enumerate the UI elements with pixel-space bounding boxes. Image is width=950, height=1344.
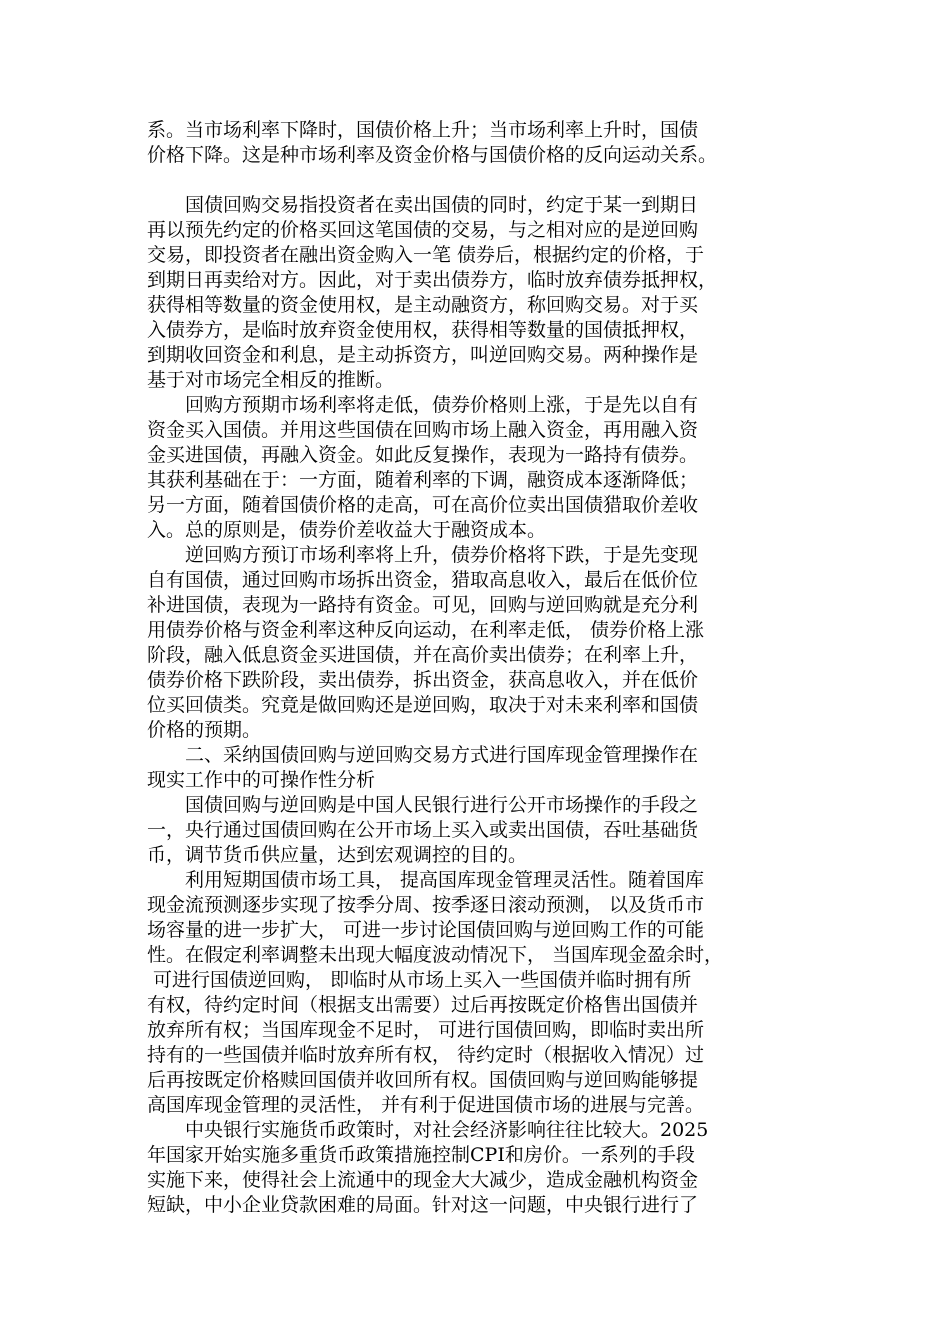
text-line: 有权，待约定时间（根据支出需要）过后再按既定价格售出国债并 [147,994,699,1016]
text-line: 自有国债，通过回购市场拆出资金，猎取高息收入，最后在低价位 [147,569,699,591]
text-line: 再以预先约定的价格买回这笔国债的交易，与之相对应的是逆回购 [147,219,699,241]
text-line: 实施下来，使得社会上流通中的现金大大减少，造成金融机构资金 [147,1169,699,1191]
text-line: 场容量的进一步扩大， 可进一步讨论国债回购与逆回购工作的可能 [147,919,705,941]
paragraph-start: 国债回购交易指投资者在卖出国债的同时，约定于某一到期日 [147,194,699,216]
text-line: 资金买入国债。并用这些国债在回购市场上融入资金，再用融入资 [147,419,699,441]
text-line: 金买进国债，再融入资金。如此反复操作，表现为一路持有债券。 [147,444,699,466]
text-line: 价格下降。这是种市场利率及资金价格与国债价格的反向运动关系。 [147,144,718,166]
text-line: 放弃所有权；当国库现金不足时， 可进行国债回购，即临时卖出所 [147,1019,705,1041]
text-line: 阶段，融入低息资金买进国债，并在高价卖出债券；在利率上升， [147,644,699,666]
text-line: 到期收回资金和利息，是主动拆资方，叫逆回购交易。两种操作是 [147,344,699,366]
text-line: 币，调节货币供应量，达到宏观调控的目的。 [147,844,528,866]
text-line: 现金流预测逐步实现了按季分周、按季逐日滚动预测， 以及货币市 [147,894,705,916]
text-line: 另一方面，随着国债价格的走高，可在高价位卖出国债猎取价差收 [147,494,699,516]
text-line: 价格的预期。 [147,719,262,741]
section-heading: 现实工作中的可操作性分析 [147,769,376,791]
paragraph-start: 回购方预期市场利率将走低，债券价格则上涨，于是先以自有 [147,394,699,416]
paragraph-start: 中央银行实施货币政策时，对社会经济影响往往比较大。2025 [147,1119,709,1141]
text-line: 系。当市场利率下降时，国债价格上升；当市场利率上升时，国债 [147,119,699,141]
text-line: 入债券方，是临时放弃资金使用权，获得相等数量的国债抵押权， [147,319,699,341]
text-line: 获得相等数量的资金使用权，是主动融资方，称回购交易。对于买 [147,294,699,316]
text-line: 高国库现金管理的灵活性， 并有利于促进国债市场的进展与完善。 [147,1094,705,1116]
text-line: 基于对市场完全相反的推断。 [147,369,395,391]
document-body [147,118,813,1218]
text-line: 入。总的原则是，债券价差收益大于融资成本。 [147,519,547,541]
text-line: 短缺，中小企业贷款困难的局面。针对这一问题，中央银行进行了 [147,1194,699,1216]
text-line: 一，央行通过国债回购在公开市场上买入或卖出国债，吞吐基础货 [147,819,699,841]
text-line: 年国家开始实施多重货币政策措施控制CPI和房价。一系列的手段 [147,1144,695,1166]
text-line: 用债券价格与资金利率这种反向运动，在利率走低， 债券价格上涨 [147,619,705,641]
text-line: 到期日再卖给对方。因此，对于卖出债券方，临时放弃债券抵押权， [147,269,718,291]
text-line: 持有的一些国债并临时放弃所有权， 待约定时（根据收入情况）过 [147,1044,705,1066]
section-heading: 二、采纳国债回购与逆回购交易方式进行国库现金管理操作在 [147,744,699,766]
text-line: 可进行国债逆回购， 即临时从市场上买入一些国债并临时拥有所 [147,969,692,991]
text-line: 其获利基础在于：一方面，随着利率的下调，融资成本逐渐降低； [147,469,699,491]
paragraph-start: 利用短期国债市场工具， 提高国库现金管理灵活性。随着国库 [147,869,705,891]
text-line: 位买回债类。究竟是做回购还是逆回购，取决于对未来利率和国债 [147,694,699,716]
text-line: 性。在假定利率调整未出现大幅度波动情况下， 当国库现金盈余时， [147,944,724,966]
text-line: 交易，即投资者在融出资金购入一笔 债券后，根据约定的价格，于 [147,244,705,266]
blank-line [147,168,813,193]
text-line: 补进国债，表现为一路持有资金。可见，回购与逆回购就是充分利 [147,594,699,616]
text-line: 债券价格下跌阶段，卖出债券，拆出资金，获高息收入，并在低价 [147,669,699,691]
paragraph-start: 逆回购方预订市场利率将上升，债券价格将下跌，于是先变现 [147,544,699,566]
paragraph-start: 国债回购与逆回购是中国人民银行进行公开市场操作的手段之 [147,794,699,816]
text-line: 后再按既定价格赎回国债并收回所有权。国债回购与逆回购能够提 [147,1069,699,1091]
